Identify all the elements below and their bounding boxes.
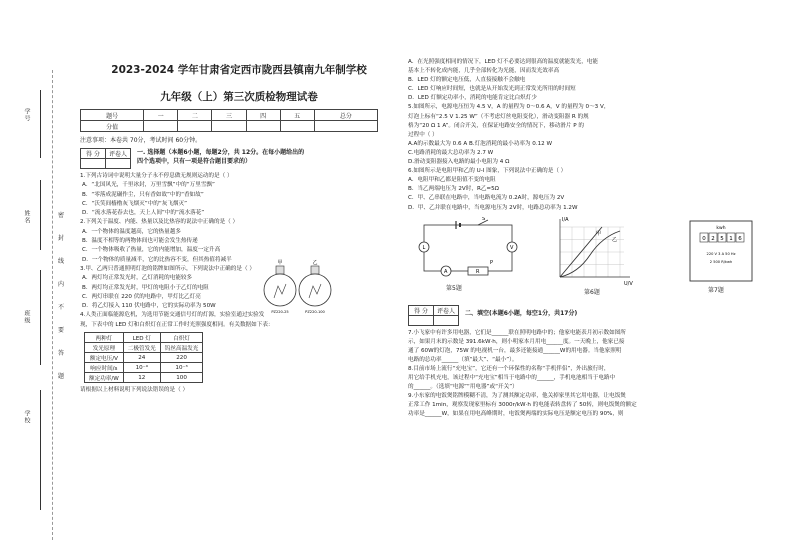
led-cell: 24	[123, 353, 160, 363]
option-line: A.A的示数最大为 0.6 A B.灯泡消耗的最小功率为 0.12 W	[408, 140, 553, 147]
question-5	[408, 103, 778, 139]
meter-digit: 0	[702, 235, 706, 242]
seal-word: 密	[58, 212, 65, 219]
fig5-ammeter-label: A	[444, 268, 448, 275]
question-4	[80, 311, 398, 395]
led-cell: 额定功率/W	[85, 373, 124, 383]
led-comparison-table	[84, 332, 203, 383]
score-cell[interactable]	[178, 121, 212, 132]
option-line: 9.小东家的电饭煲铭牌模糊不清，为了测其额定功率，他关掉家里其它用电器，让电饭煲	[408, 393, 626, 400]
option-line: B．温度不相等的两物体间也可能会发生热传递	[82, 238, 198, 245]
seal-word: 不	[58, 304, 65, 311]
option-line: C．“沃笑间樯橹灰飞烟灭”中的“灰飞烟灭”	[82, 200, 187, 207]
option-line: D.滑动变阻器接入电路的最小电阻为 4 Ω	[408, 159, 510, 166]
option-line: B．当乙两端电压为 2V时，R乙=5Ω	[408, 186, 499, 193]
score-cell: 四	[246, 110, 280, 121]
score-cell[interactable]	[280, 121, 314, 132]
meter-digit: 1	[729, 235, 733, 242]
class-label: 班级	[23, 310, 30, 324]
bulb-label-jia: 甲	[277, 260, 283, 266]
option-line: 功率是______W，如果在用电高峰期时，电饭煲两端的实际电压是额定电压的 90%，则	[408, 411, 624, 418]
bulbs-figure	[263, 258, 333, 318]
option-line: C．两灯串联在 220 伏的电路中，甲灯比乙灯亮	[82, 293, 201, 300]
figures-row	[408, 215, 778, 299]
score-cell[interactable]	[246, 121, 280, 132]
bulb-yi-rating: PZ220-100	[305, 310, 325, 314]
left-column	[80, 62, 398, 395]
fig6-series-yi: 乙	[612, 236, 618, 243]
option-line: 示，如果月末的示数是 391.6kW·h，则小明家本月用电______度。一天晚上，他家已接	[408, 338, 625, 345]
figure-7-caption: 第7题	[708, 286, 724, 294]
option-line: D．甲、乙并联在电路中，当电源电压为 2V时，电路总功率为 1.2W	[408, 204, 578, 211]
figure-6-graph	[548, 215, 638, 287]
score-cell[interactable]	[81, 159, 106, 169]
option-line: C．一个物体吸收了热量，它的内能增加，温度一定升高	[82, 247, 221, 254]
grader-cell[interactable]	[106, 159, 131, 169]
grader-cell-2[interactable]	[434, 315, 459, 325]
led-cell: 10⁻³	[160, 363, 203, 373]
bulb-jia-base	[276, 266, 284, 274]
score-cell[interactable]	[314, 121, 377, 132]
option-line: A．在光照强度相同的情况下，LED 灯不必要达到很高的温度就能发光，电能	[408, 59, 598, 65]
q6-options	[408, 176, 778, 212]
option-line: A．一个物体的温度越高，它的热量越多	[82, 228, 181, 235]
led-table-row	[85, 373, 203, 383]
option-line: D．将乙灯接入 110 伏电路中，它的实际功率为 50W	[82, 303, 216, 310]
fig6-y-label: I/A	[562, 216, 569, 223]
grader-cell-label-2: 评卷人	[434, 305, 459, 315]
meter-digit: 5	[720, 235, 724, 242]
question-3	[80, 265, 398, 311]
name-label: 姓名	[23, 210, 30, 224]
q6-stem: 6.如图所示是电阻甲和乙的 U-I 图象，下列说法中正确的是（ ）	[408, 168, 567, 175]
school-line	[40, 390, 41, 510]
led-cell: 二极管发光	[123, 343, 160, 353]
meter-unit: kwh	[716, 225, 726, 231]
question-2	[80, 218, 398, 264]
led-cell: 220	[160, 353, 203, 363]
section1-header	[80, 148, 398, 169]
led-cell: 12	[123, 373, 160, 383]
score-header-row	[81, 110, 378, 121]
grader-box	[80, 148, 131, 169]
led-cell: 钨丝高温发光	[160, 343, 203, 353]
q4-intro-line1: 4.人类正面临能源危机，为选用节能交通信号灯的灯源，实验室通过实验发	[80, 312, 265, 319]
q2-stem: 2.下列关于温度、内能、热量以及比热容的说法中正确的是（ ）	[80, 219, 239, 226]
option-line: 过程中（ ）	[408, 131, 438, 138]
score-cell[interactable]: 分值	[81, 121, 144, 132]
option-line: 基本上不转化成内能，几乎全部转化为光能，因而发光效率高	[408, 68, 560, 75]
led-header-cell: 白炽灯	[160, 333, 203, 343]
seal-word: 要	[58, 327, 65, 334]
binding-dashed-line	[52, 70, 53, 540]
student-id-line	[40, 90, 41, 158]
fig5-rheostat-label: R	[476, 268, 480, 275]
score-cell-label: 得 分	[81, 149, 106, 159]
bulb-label-yi: 乙	[312, 260, 318, 266]
q4-intro-line2: 现，下表中的 LED 灯和白炽灯在正常工作时光照强度相同。有关数据如下表：	[80, 321, 274, 328]
section1-instructions	[137, 148, 304, 166]
seal-words	[58, 210, 66, 394]
fig6-series-jia: 甲	[596, 230, 602, 237]
option-line: A．两灯均正常发光时，乙灯消耗的电能较多	[82, 275, 193, 282]
option-line: 格为“20 Ω 1 A”。闭合开关，在保证电路安全的情况下，移动滑片 P 的	[408, 122, 584, 129]
school-label: 学校	[23, 410, 30, 424]
student-id-label: 学号	[23, 108, 30, 122]
name-line	[40, 180, 41, 250]
led-table-row	[85, 343, 203, 353]
section2-title: 二、填空(本题6小题，每空1分，共17分)	[465, 309, 578, 317]
led-cell: 发光原理	[85, 343, 124, 353]
bulb-yi-base	[311, 266, 319, 274]
option-line: C．甲、乙串联在电路中，当电路电流为 0.2A时，源电压为 2V	[408, 195, 565, 202]
figure-5-circuit	[416, 217, 520, 279]
figure-7-energy-meter	[686, 219, 756, 283]
seal-word: 答	[58, 350, 65, 357]
exam-title-line1: 2023-2024 学年甘肃省定西市陇西县镇南九年制学校	[111, 64, 367, 76]
bulb-jia-rating: PZ220-25	[271, 310, 289, 314]
score-cell: 二	[178, 110, 212, 121]
led-cell: 100	[160, 373, 203, 383]
score-cell: 题号	[81, 110, 144, 121]
question-1	[80, 172, 398, 218]
option-line: 8.目前市场上流行“充电宝”，它还有一个环保性的名称“手机伴侣”，外出旅行时，	[408, 365, 610, 372]
fig6-x-label: U/V	[624, 280, 633, 287]
option-line: B．LED 灯的额定电压低，人直接接触不会触电	[408, 77, 526, 84]
section1-line1: 一. 选择题（本题6小题，每题2分，共 12分。在每小题给出的	[137, 149, 305, 156]
option-line: C.电路消耗的最大总功率为 2.7 W	[408, 149, 494, 156]
score-cell[interactable]	[212, 121, 246, 132]
right-column	[408, 58, 778, 420]
q1-options	[80, 181, 398, 218]
seal-word: 线	[58, 258, 65, 265]
exam-title-line2: 九年级（上）第三次质检物理试卷	[160, 91, 318, 103]
option-line: 灯泡上标有“2.5 V 1.25 W”（不考虑灯丝电阻变化），滑动变阻器 R 的规	[408, 113, 589, 120]
led-cell: 额定电压/V	[85, 353, 124, 363]
fig5-slider-label: P	[490, 259, 494, 266]
led-cell: 响应时间/s	[85, 363, 124, 373]
fig6-curve-yi	[560, 231, 620, 277]
option-line: A．电阻甲和乙都是阻值不变的电阻	[408, 177, 496, 184]
led-table-row	[85, 353, 203, 363]
meter-digit: 2	[711, 235, 715, 242]
led-header-cell: 两种灯	[85, 333, 124, 343]
option-line: 用它给手机充电，该过程中“充电宝”相当于电路中的______，手机电池相当于电路中	[408, 375, 616, 382]
fig5-voltmeter-label: V	[510, 244, 514, 251]
option-line: 7.小飞家中有许多用电器，它们是______联在照明电路中的；他家电能表月初示数如图所	[408, 329, 626, 336]
option-line: 5.如图所示，电源电压恒为 4.5 V，A 的量程为 0～0.6 A，V 的量程为 0～3 V，	[408, 104, 610, 111]
option-line: 的______。（选填“电源”“用电器”或“开关”）	[408, 384, 518, 391]
exam-notice: 注意事项：本卷共 70分，考试时间 60分钟。	[80, 137, 202, 144]
option-line: D．“流水落花春去也，天上人间”中的“流水落花”	[82, 210, 205, 217]
score-cell-2[interactable]	[409, 315, 434, 325]
seal-word: 封	[58, 235, 65, 242]
option-line: 正常工作 1min，观察发现家里标有 3000r/kW·h 的电能表转盘转了 50转，则电饭煲的额定	[408, 402, 637, 409]
q4-options	[408, 58, 778, 103]
led-cell: 10⁻⁹	[123, 363, 160, 373]
q5-options	[408, 140, 778, 167]
option-line: B．“零落成泥碾作尘，只有香如故”中的“香如故”	[82, 191, 204, 198]
led-header-cell: LED 灯	[123, 333, 160, 343]
q3-stem: 3.甲、乙两只普通照明灯泡的铭牌如图所示，下列说法中正确的是（ ）	[80, 265, 255, 272]
q3-options	[80, 274, 398, 311]
q2-options	[80, 228, 398, 265]
led-table-header	[85, 333, 203, 343]
seal-word: 内	[58, 281, 65, 288]
meter-digit: 6	[738, 235, 742, 242]
figure-6-caption: 第6题	[584, 288, 600, 296]
q4-prompt: 请根据以上材料说明下列说法错误的是（ ）	[80, 387, 189, 394]
score-cell-label-2: 得 分	[409, 305, 434, 315]
score-table	[80, 109, 378, 132]
score-cell[interactable]	[144, 121, 178, 132]
fig5-lamp-label: L	[422, 244, 426, 251]
grader-box-2	[408, 305, 459, 326]
fig5-switch-label: S	[482, 216, 486, 222]
option-line: D．LED 灯额定功率小，消耗的电能肯定比白炽灯少	[408, 95, 537, 102]
option-line: 电路的总功率______（填“最大”、“最小”）。	[408, 356, 518, 363]
q1-stem: 1.下列古诗词中说明大量分子永不停息做无规则运动的是（ ）	[80, 173, 233, 179]
seal-word: 题	[58, 373, 65, 380]
score-cell: 五	[280, 110, 314, 121]
grader-cell-label: 评卷人	[106, 149, 131, 159]
section1-line2: 四个选项中，只有一项是符合题目要求的）	[137, 158, 252, 165]
meter-digits	[700, 233, 744, 242]
led-table-row	[85, 363, 203, 373]
option-line: D．一个物体的质量减半，它的比热容不变，但其热值将减半	[82, 256, 232, 263]
meter-spec-line1: 220 V 3 A 50 Hz	[706, 251, 736, 256]
score-value-row	[81, 121, 378, 132]
binding-strip	[18, 70, 68, 540]
option-line: A．“北国风光，千里冰封，万里雪飘”中的“万里雪飘”	[82, 182, 215, 189]
score-cell: 三	[212, 110, 246, 121]
class-line	[40, 270, 41, 365]
figure-5-caption: 第5题	[446, 284, 462, 292]
score-cell: 一	[144, 110, 178, 121]
score-cell: 总分	[314, 110, 377, 121]
option-line: C．LED 灯响应时间短，也就是从开始发光到正常发光所用的时间短	[408, 86, 576, 93]
section2-header	[408, 305, 778, 326]
fill-in-questions	[408, 329, 778, 420]
option-line: B．两灯均正常发光时，甲灯的电阻小于乙灯的电阻	[82, 284, 209, 291]
meter-spec-line2: 2 500 R/kwh	[709, 259, 733, 264]
option-line: 通了 60W的灯泡，75W 的电视机一台，最多还能接通______W的用电器。当他家照明	[408, 347, 622, 354]
